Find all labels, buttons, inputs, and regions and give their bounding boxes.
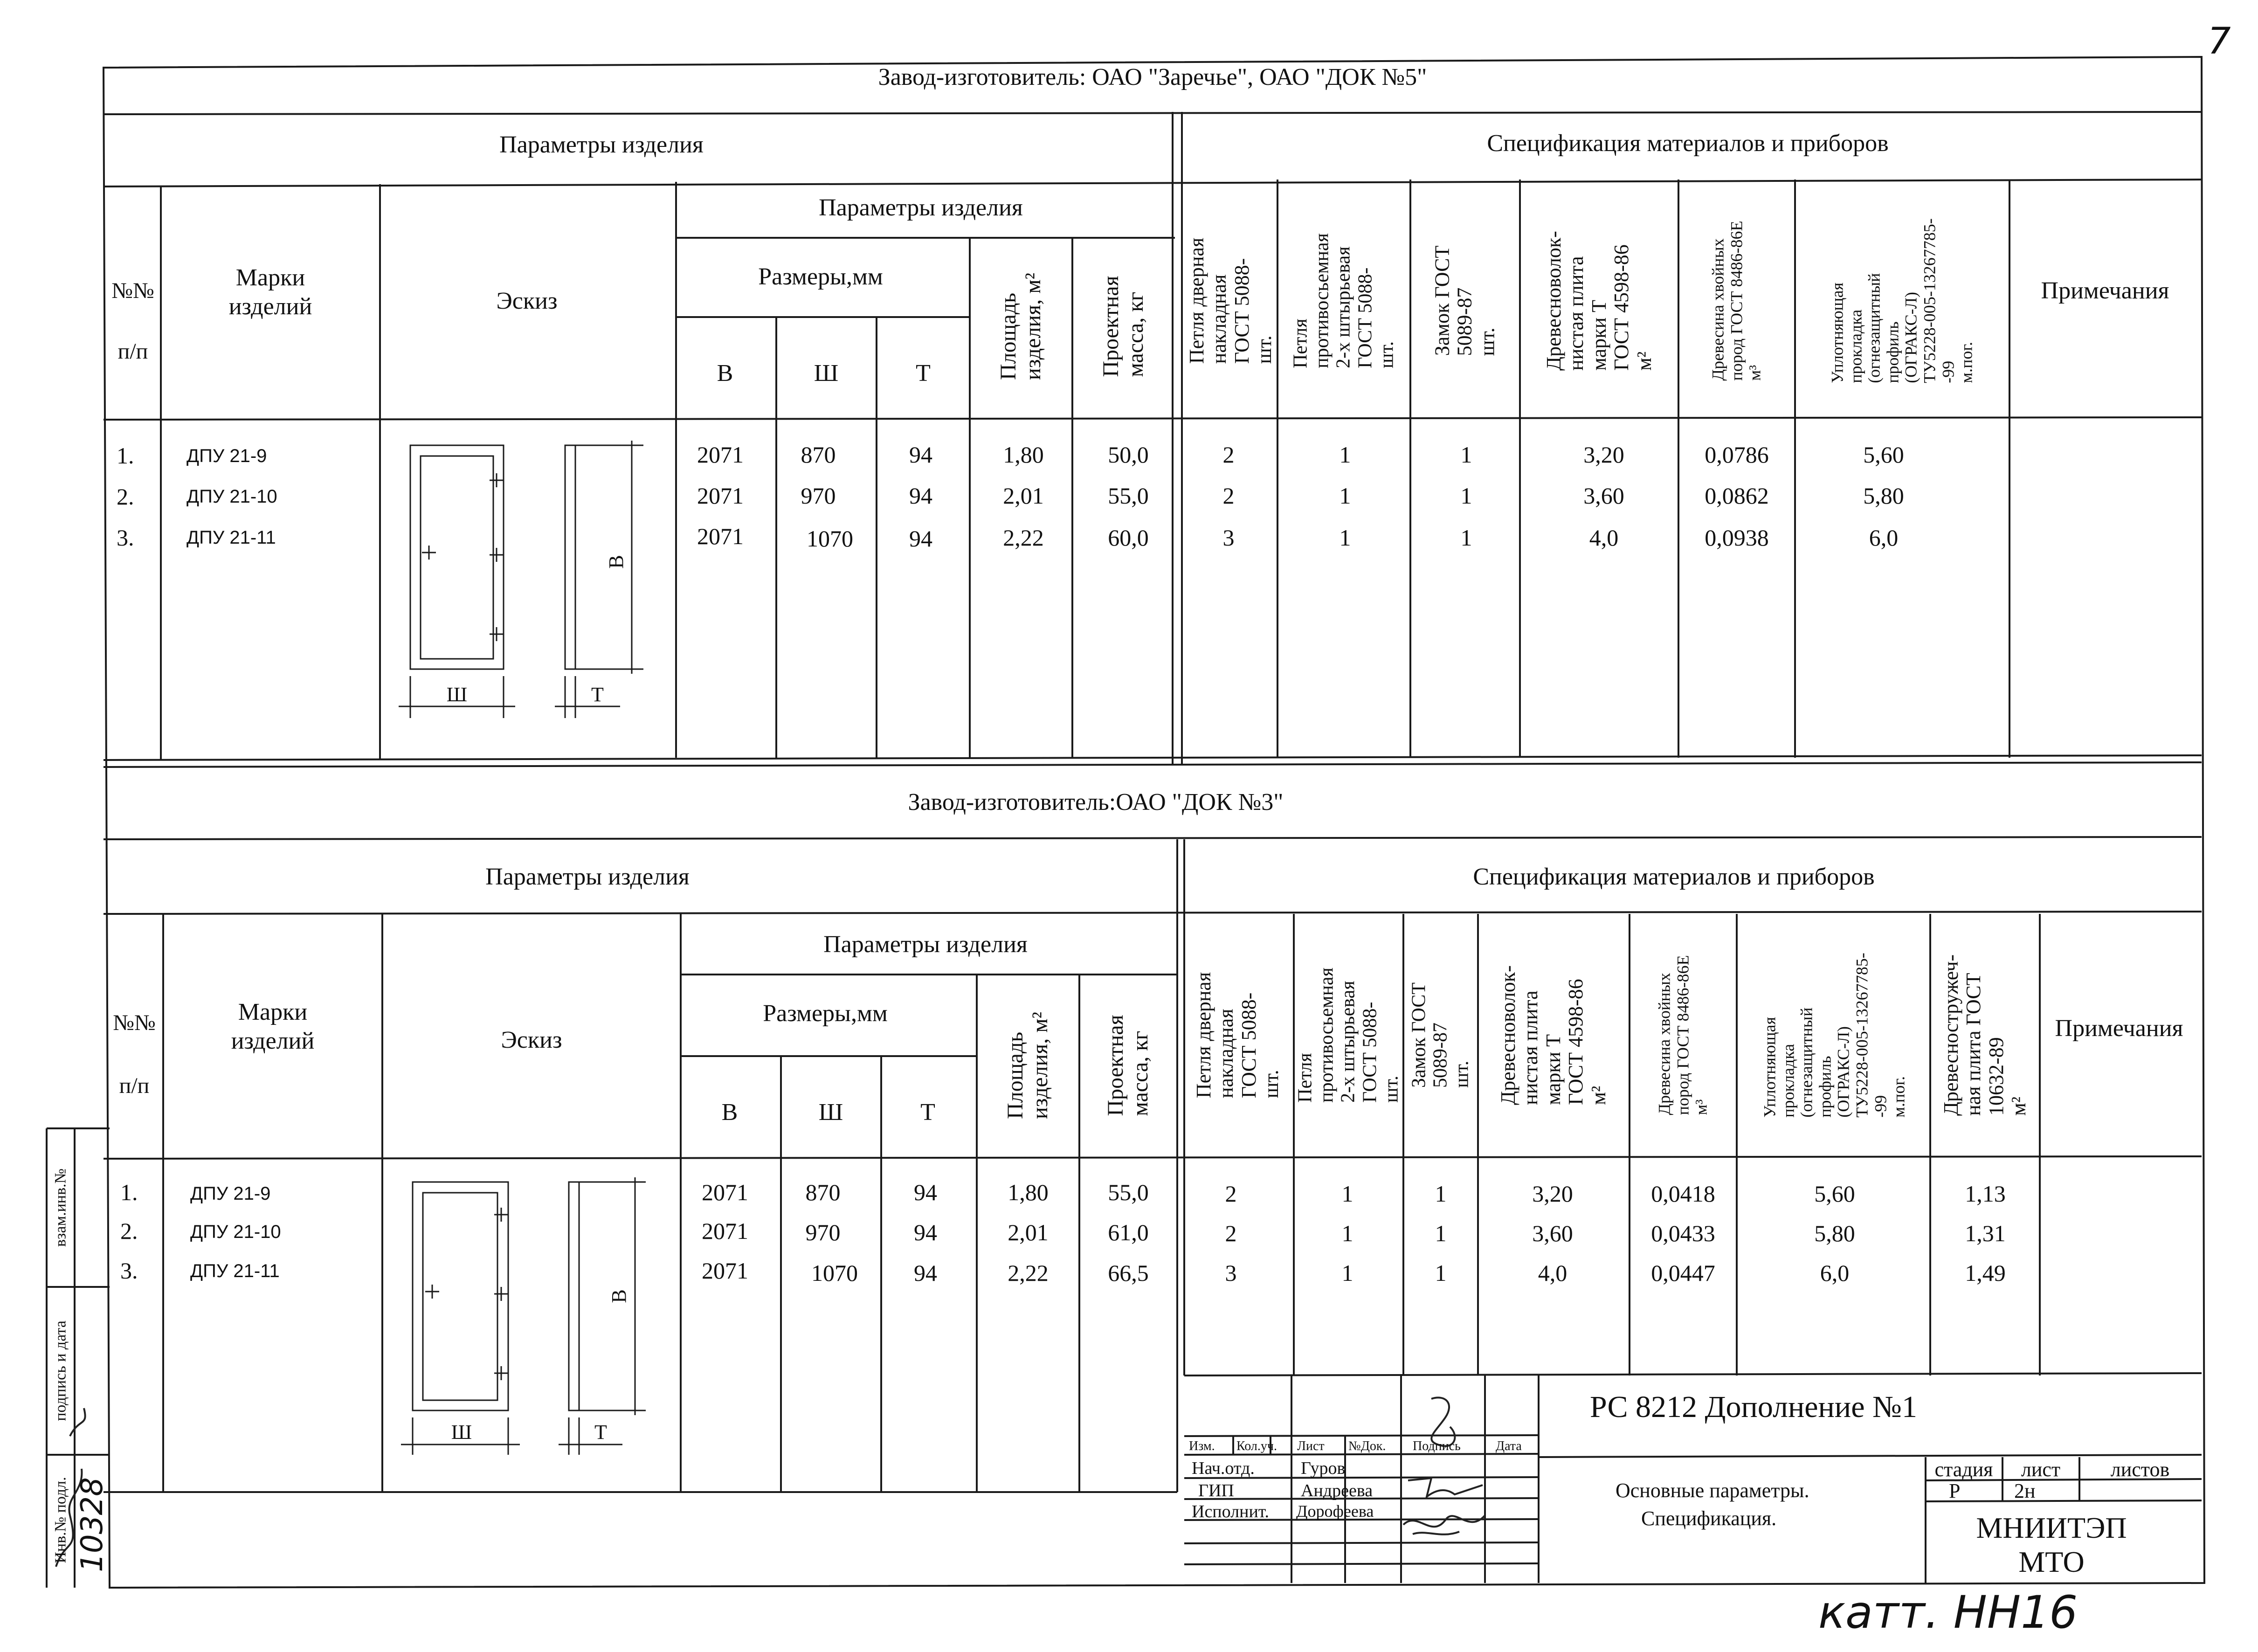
row-s5-2-3: 0,0447 — [1651, 1260, 1715, 1286]
row-s4-1-1: 3,20 — [1583, 442, 1624, 468]
row-s4-1-2: 3,60 — [1583, 483, 1624, 509]
row-mass-1-2: 55,0 — [1108, 483, 1149, 509]
row-s3-1-1: 1 — [1460, 442, 1472, 468]
tb-stage: Р — [1949, 1479, 1961, 1502]
area-header-2: Площадь изделия, м² — [1003, 1012, 1052, 1119]
row-s2-2-1: 1 — [1341, 1181, 1353, 1207]
tb-sheet-label: лист — [2021, 1458, 2061, 1481]
row-s1-1-1: 2 — [1222, 442, 1235, 468]
row-area-2-2: 2,01 — [1008, 1219, 1049, 1245]
row-mass-2-3: 66,5 — [1108, 1260, 1149, 1286]
spec-col-2-2: Петля противосьемная 2-х штырьевая ГОСТ 5088- шт. — [1294, 968, 1402, 1103]
row-sh-2-2: 970 — [805, 1219, 841, 1245]
row-s2-2-3: 1 — [1341, 1260, 1353, 1286]
row-v-1-1: 2071 — [697, 442, 744, 468]
spec-col-4-2: Древесноволок- нистая плита марки Т ГОСТ 4598-86 м² — [1497, 965, 1610, 1105]
row-s2-1-2: 1 — [1339, 483, 1351, 509]
tb-org-1: МНИИТЭП — [1976, 1511, 2127, 1544]
dim-t-1: Т — [916, 360, 931, 387]
tb-role-3: Исполнит. — [1192, 1502, 1270, 1521]
tb-h-izm: Изм. — [1189, 1439, 1215, 1453]
row-area-2-1: 1,80 — [1008, 1179, 1049, 1205]
row-mark-1-2: ДПУ 21-10 — [186, 486, 277, 507]
tb-name-1: Гуров — [1301, 1458, 1346, 1478]
row-s7-2-3: 1,49 — [1965, 1260, 2006, 1286]
col-num2-1: п/п — [117, 339, 148, 364]
row-mark-1-1: ДПУ 21-9 — [186, 446, 267, 466]
row-n-1-2: 2. — [117, 484, 134, 510]
row-v-2-3: 2071 — [702, 1258, 748, 1284]
col-num-2: №№ — [113, 1010, 156, 1035]
tb-h-ndok: №Док. — [1348, 1439, 1386, 1453]
row-mass-2-1: 55,0 — [1108, 1179, 1149, 1205]
dim-v-2: В — [721, 1099, 738, 1126]
row-s4-2-1: 3,20 — [1532, 1181, 1573, 1207]
params-sub-2: Параметры изделия — [823, 931, 1028, 958]
params-title-1: Параметры изделия — [499, 131, 704, 158]
dim-sh-2: Ш — [818, 1099, 843, 1126]
row-s5-1-2: 0,0862 — [1705, 483, 1769, 509]
row-s1-2-2: 2 — [1225, 1220, 1237, 1246]
tb-stage-label: стадия — [1934, 1458, 1993, 1481]
tb-sheet: 2н — [2014, 1479, 2036, 1502]
row-v-1-3: 2071 — [697, 523, 744, 549]
mass-header-2: Проектная масса, кг — [1103, 1015, 1153, 1116]
row-area-2-3: 2,22 — [1008, 1260, 1049, 1286]
row-n-1-3: 3. — [117, 525, 134, 551]
row-t-2-1: 94 — [914, 1179, 937, 1205]
row-mark-2-3: ДПУ 21-11 — [190, 1261, 280, 1281]
col-num-1: №№ — [111, 278, 154, 303]
tb-org-2: МТО — [2018, 1545, 2085, 1578]
door-sketch-1 — [399, 441, 643, 718]
stamp-hand-number: 10328 — [75, 1477, 110, 1572]
tb-h-data: Дата — [1496, 1439, 1522, 1453]
row-s6-2-2: 5,80 — [1814, 1220, 1855, 1246]
row-s5-2-1: 0,0418 — [1651, 1181, 1715, 1207]
row-sh-2-3: 1070 — [811, 1260, 858, 1286]
sketch-label-sh-2: Ш — [451, 1421, 472, 1444]
col-marks-2: Марки — [238, 999, 308, 1025]
row-s6-1-3: 6,0 — [1869, 525, 1899, 551]
row-t-1-2: 94 — [909, 483, 932, 509]
row-s2-2-2: 1 — [1341, 1220, 1353, 1246]
row-mark-2-1: ДПУ 21-9 — [190, 1183, 271, 1204]
row-s3-2-2: 1 — [1435, 1220, 1447, 1246]
row-v-2-2: 2071 — [702, 1218, 748, 1244]
row-mark-1-3: ДПУ 21-11 — [186, 527, 276, 548]
spec-col-6-1: Уплотняющая прокладка (огнезащитный профиль (ОГРАКС-Л) ТУ5228-005-13267785- -99 м.пог. — [1828, 218, 1976, 383]
col-marks2-2: изделий — [231, 1028, 315, 1054]
row-sh-2-1: 870 — [805, 1179, 841, 1205]
page-number: 7 — [2208, 21, 2231, 62]
footer-note: катт. НН16 — [1818, 1586, 2078, 1638]
row-mass-1-1: 50,0 — [1108, 442, 1149, 468]
row-n-2-1: 1. — [120, 1179, 138, 1205]
row-s2-1-3: 1 — [1339, 525, 1351, 551]
spec-title-2: Спецификация материалов и приборов — [1473, 864, 1875, 890]
dim-sh-1: Ш — [814, 360, 839, 387]
notes-header-1: Примечания — [2041, 277, 2169, 304]
spec-col-5-2: Древесина хвойных пород ГОСТ 8486-86Е м³ — [1655, 955, 1711, 1115]
spec-col-4-1: Древесноволок- нистая плита марки Т ГОСТ 4598-86 м² — [1542, 231, 1656, 371]
tb-name-2: Андреева — [1301, 1481, 1373, 1500]
row-t-2-2: 94 — [914, 1219, 937, 1245]
row-sh-1-1: 870 — [801, 442, 836, 468]
dim-t-2: Т — [920, 1099, 935, 1126]
row-mass-2-2: 61,0 — [1108, 1219, 1149, 1245]
spec-col-3-1: Замок ГОСТ 5089-87 шт. — [1430, 245, 1499, 356]
row-s6-2-3: 6,0 — [1820, 1260, 1850, 1286]
row-mass-1-3: 60,0 — [1108, 525, 1149, 551]
params-sub-1: Параметры изделия — [819, 194, 1023, 221]
row-n-2-3: 3. — [120, 1258, 138, 1284]
sketch-label-v-1: В — [604, 555, 628, 569]
row-s3-1-3: 1 — [1460, 525, 1472, 551]
row-s1-2-1: 2 — [1225, 1181, 1237, 1207]
row-s3-2-1: 1 — [1435, 1181, 1447, 1207]
row-v-2-1: 2071 — [702, 1179, 748, 1205]
tb-name-3: Дорофеева — [1296, 1502, 1374, 1521]
row-n-1-1: 1. — [117, 442, 134, 469]
tb-role-1: Нач.отд. — [1192, 1458, 1255, 1478]
stamp-inv-podl: Инв.№ подл. — [52, 1477, 69, 1563]
handwritten-signatures — [56, 1397, 1485, 1567]
door-sketch-2 — [401, 1177, 646, 1455]
row-s5-1-3: 0,0938 — [1705, 525, 1769, 551]
dim-v-1: В — [717, 360, 733, 387]
row-s5-1-1: 0,0786 — [1705, 442, 1769, 468]
row-t-2-3: 94 — [914, 1260, 937, 1286]
factory-title-1: Завод-изготовитель: ОАО "Заречье", ОАО "ДОК №5" — [878, 64, 1427, 90]
spec-col-6-2: Уплотняющая прокладка (огнезащитный профиль (ОГРАКС-Л) ТУ5228-005-13267785- -99 м.пог. — [1760, 953, 1908, 1118]
col-marks-1: Марки — [235, 264, 305, 291]
row-s7-2-2: 1,31 — [1965, 1220, 2006, 1246]
sketch-label-t-1: Т — [591, 683, 604, 706]
notes-header-2: Примечания — [2055, 1015, 2183, 1042]
spec-col-1-2: Петля дверная накладная ГОСТ 5088- шт. — [1192, 972, 1283, 1099]
spec-col-5-1: Древесина хвойных пород ГОСТ 8486-86Е м³ — [1708, 221, 1764, 381]
tb-h-podpis: Подпись — [1413, 1439, 1461, 1453]
col-sketch-1: Эскиз — [496, 288, 558, 314]
spec-title-1: Спецификация материалов и приборов — [1487, 130, 1889, 157]
row-s5-2-2: 0,0433 — [1651, 1220, 1715, 1246]
row-s1-2-3: 3 — [1225, 1260, 1237, 1286]
params-title-2: Параметры изделия — [485, 864, 690, 890]
row-s4-2-2: 3,60 — [1532, 1220, 1573, 1246]
row-s7-2-1: 1,13 — [1965, 1181, 2006, 1207]
col-sketch-2: Эскиз — [501, 1027, 562, 1053]
tb-role-2: ГИП — [1198, 1481, 1234, 1500]
spec-col-1-1: Петля дверная накладная ГОСТ 5088- шт. — [1185, 237, 1276, 364]
spec-col-7-2: Древесностружеч- ная плита ГОСТ 10632-89 м² — [1940, 954, 2030, 1116]
stamp-vzam: взам.инв.№ — [52, 1168, 69, 1247]
spec-col-2-1: Петля противосьемная 2-х штырьевая ГОСТ 5088- шт. — [1290, 233, 1398, 368]
row-sh-1-3: 1070 — [807, 525, 853, 552]
row-sh-1-2: 970 — [801, 483, 836, 509]
dims-1: Размеры,мм — [758, 263, 883, 290]
tb-sheets-label: листов — [2110, 1458, 2170, 1481]
row-s1-1-3: 3 — [1222, 525, 1235, 551]
tb-desc-2: Спецификация. — [1641, 1507, 1777, 1530]
spec-col-3-2: Замок ГОСТ 5089-87 шт. — [1408, 982, 1473, 1088]
factory-title-2: Завод-изготовитель:ОАО "ДОК №3" — [908, 789, 1284, 816]
col-marks2-1: изделий — [228, 293, 312, 320]
col-num2-2: п/п — [119, 1073, 150, 1098]
row-mark-2-2: ДПУ 21-10 — [190, 1222, 281, 1242]
row-s6-2-1: 5,60 — [1814, 1181, 1855, 1207]
dims-2: Размеры,мм — [763, 1000, 888, 1027]
sketch-label-t-2: Т — [594, 1421, 607, 1444]
row-t-1-1: 94 — [909, 442, 932, 468]
doc-code: РС 8212 Дополнение №1 — [1590, 1390, 1917, 1424]
tb-desc-1: Основные параметры. — [1616, 1479, 1809, 1502]
tb-h-kolvo: Кол.уч. — [1236, 1439, 1277, 1453]
row-area-1-1: 1,80 — [1003, 442, 1044, 468]
area-header-1: Площадь изделия, м² — [996, 273, 1045, 380]
row-area-1-2: 2,01 — [1003, 483, 1044, 509]
tb-h-list: Лист — [1297, 1439, 1325, 1453]
row-area-1-3: 2,22 — [1003, 525, 1044, 551]
row-s4-1-3: 4,0 — [1589, 525, 1619, 551]
row-s6-1-2: 5,80 — [1863, 483, 1904, 509]
row-s6-1-1: 5,60 — [1863, 442, 1904, 468]
row-s3-1-2: 1 — [1460, 483, 1472, 509]
sketch-label-v-2: В — [607, 1289, 630, 1303]
mass-header-1: Проектная масса, кг — [1098, 276, 1148, 377]
row-t-1-3: 94 — [909, 525, 932, 552]
row-n-2-2: 2. — [120, 1218, 138, 1244]
row-s2-1-1: 1 — [1339, 442, 1351, 468]
row-v-1-2: 2071 — [697, 483, 744, 509]
row-s3-2-3: 1 — [1435, 1260, 1447, 1286]
row-s4-2-3: 4,0 — [1538, 1260, 1567, 1286]
sketch-label-sh-1: Ш — [446, 683, 468, 706]
row-s1-1-2: 2 — [1222, 483, 1235, 509]
stamp-podpis: подпись и дата — [52, 1320, 69, 1421]
